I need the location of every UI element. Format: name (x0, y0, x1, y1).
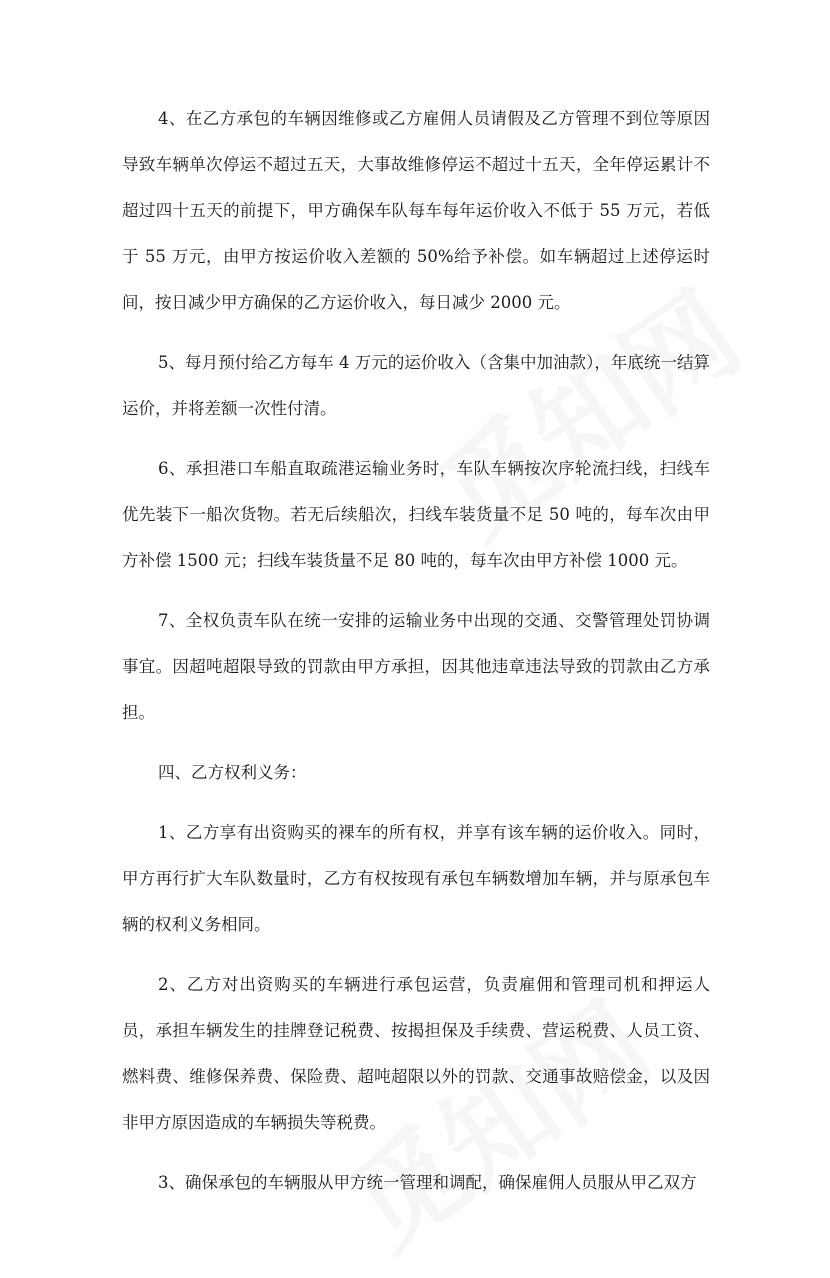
section-heading: 四、乙方权利义务： (158, 763, 307, 782)
paragraph-item-4: 4、在乙方承包的车辆因维修或乙方雇佣人员请假及乙方管理不到位等原因导致车辆单次停运不超过五天，大事故维修停运不超过十五天，全年停运累计不超过四十五天的前提下，甲方确保车队每车每年运价收入不低于 55 万元，若低于 55 万元，由甲方按运价收入差额的 50%给予补偿。如车辆超过上述停运时间，按日减少甲方确保的乙方运价收入，每日减少 2000 元。 (122, 109, 710, 312)
paragraph-item-7: 7、全权负责车队在统一安排的运输业务中出现的交通、交警管理处罚协调事宜。因超吨超限导致的罚款由甲方承担，因其他违章违法导致的罚款由乙方承担。 (122, 611, 710, 722)
paragraph-item-6: 6、承担港口车船直取疏港运输业务时，车队车辆按次序轮流扫线，扫线车优先装下一船次货物。若无后续船次，扫线车装货量不足 50 吨的，每车次由甲方补偿 1500 元；扫线车装货量不足 80 吨的，每车次由甲方补偿 1000 元。 (122, 459, 710, 570)
paragraph-item-1: 1、乙方享有出资购买的裸车的所有权，并享有该车辆的运价收入。同时，甲方再行扩大车队数量时，乙方有权按现有承包车辆数增加车辆，并与原承包车辆的权利义务相同。 (122, 823, 710, 934)
document-body (122, 96, 710, 1220)
paragraph-item-3: 3、确保承包的车辆服从甲方统一管理和调配，确保雇佣人员服从甲乙双方 (158, 1173, 697, 1192)
paragraph-item-2: 2、乙方对出资购买的车辆进行承包运营，负责雇佣和管理司机和押运人员，承担车辆发生的挂牌登记税费、按揭担保及手续费、营运税费、人员工资、燃料费、维修保养费、保险费、超吨超限以外的罚款、交通事故赔偿金，以及因非甲方原因造成的车辆损失等税费。 (122, 975, 710, 1132)
paragraph-item-5: 5、每月预付给乙方每车 4 万元的运价收入（含集中加油款），年底统一结算运价，并将差额一次性付清。 (122, 353, 710, 418)
